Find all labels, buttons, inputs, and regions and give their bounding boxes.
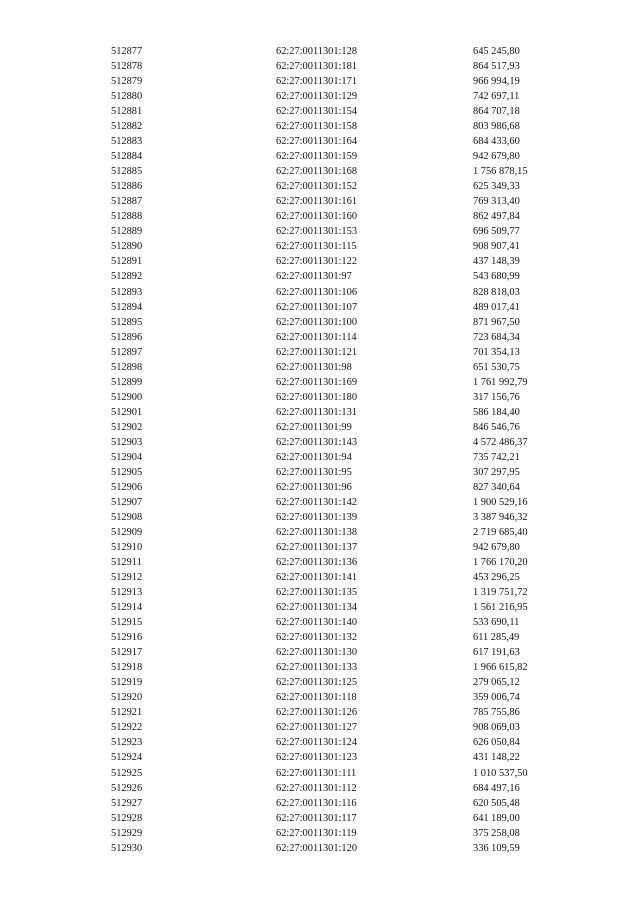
table-row xyxy=(0,826,640,841)
value-cell: 645 245,80 xyxy=(473,46,520,57)
cadastral-number-cell: 62:27:0011301:129 xyxy=(276,91,358,103)
cadastral-number-cell: 62:27:0011301:99 xyxy=(276,421,352,433)
table-row xyxy=(0,735,640,750)
value-cell: 437 148,39 xyxy=(473,256,520,268)
record-number-cell: 512912 xyxy=(111,572,143,584)
table-row xyxy=(0,585,640,600)
value-cell: 651 530,75 xyxy=(473,361,520,373)
record-number-cell: 512891 xyxy=(111,256,143,268)
cadastral-value-table xyxy=(0,44,640,856)
table-row xyxy=(0,179,640,194)
record-number-cell: 512923 xyxy=(111,737,143,749)
table-row xyxy=(0,841,640,856)
value-cell: 864 707,18 xyxy=(473,106,520,118)
record-number-cell: 512904 xyxy=(111,451,143,463)
table-row xyxy=(0,796,640,811)
cadastral-number-cell: 62:27:0011301:123 xyxy=(276,752,358,764)
value-cell: 533 690,11 xyxy=(473,617,520,629)
table-row xyxy=(0,194,640,209)
value-cell: 828 818,03 xyxy=(473,286,520,298)
record-number-cell: 512918 xyxy=(111,662,143,674)
record-number-cell: 512924 xyxy=(111,752,143,764)
table-row xyxy=(0,450,640,465)
cadastral-number-cell: 62:27:0011301:120 xyxy=(276,842,358,854)
cadastral-number-cell: 62:27:0011301:118 xyxy=(276,692,357,704)
value-cell: 723 684,34 xyxy=(473,331,520,343)
cadastral-number-cell: 62:27:0011301:115 xyxy=(276,241,357,253)
record-number-cell: 512925 xyxy=(111,767,143,779)
value-cell: 942 679,80 xyxy=(473,151,520,163)
record-number-cell: 512898 xyxy=(111,361,143,373)
value-cell: 317 156,76 xyxy=(473,391,520,403)
table-row xyxy=(0,149,640,164)
cadastral-number-cell: 62:27:0011301:137 xyxy=(276,542,358,554)
table-row xyxy=(0,420,640,435)
cadastral-number-cell: 62:27:0011301:142 xyxy=(276,496,358,508)
record-number-cell: 512880 xyxy=(111,91,143,103)
table-row xyxy=(0,209,640,224)
cadastral-number-cell: 62:27:0011301:171 xyxy=(276,76,358,88)
table-row xyxy=(0,390,640,405)
cadastral-number-cell: 62:27:0011301:122 xyxy=(276,256,358,268)
table-row xyxy=(0,525,640,540)
record-number-cell: 512892 xyxy=(111,271,143,283)
table-row xyxy=(0,645,640,660)
record-number-cell: 512911 xyxy=(111,557,142,569)
value-cell: 1 756 878,15 xyxy=(473,166,528,178)
record-number-cell: 512930 xyxy=(111,842,143,854)
record-number-cell: 512922 xyxy=(111,722,143,734)
record-number-cell: 512928 xyxy=(111,812,143,824)
record-number-cell: 512882 xyxy=(111,121,143,133)
record-number-cell: 512908 xyxy=(111,511,143,523)
value-cell: 359 006,74 xyxy=(473,692,520,704)
table-row xyxy=(0,254,640,269)
value-cell: 1 766 170,20 xyxy=(473,557,528,569)
table-row xyxy=(0,375,640,390)
record-number-cell: 512902 xyxy=(111,421,143,433)
value-cell: 543 680,99 xyxy=(473,271,520,283)
value-cell: 375 258,08 xyxy=(473,827,520,839)
cadastral-number-cell: 62:27:0011301:124 xyxy=(276,737,358,749)
table-row xyxy=(0,705,640,720)
record-number-cell: 512897 xyxy=(111,346,143,358)
record-number-cell: 512921 xyxy=(111,707,143,719)
table-row xyxy=(0,540,640,555)
cadastral-number-cell: 62:27:0011301:143 xyxy=(276,436,358,448)
record-number-cell: 512920 xyxy=(111,692,143,704)
cadastral-number-cell: 62:27:0011301:116 xyxy=(276,797,357,809)
table-row xyxy=(0,510,640,525)
value-cell: 620 505,48 xyxy=(473,797,520,809)
table-row xyxy=(0,555,640,570)
value-cell: 2 719 685,40 xyxy=(473,527,528,538)
table-row xyxy=(0,360,640,375)
value-cell: 871 967,50 xyxy=(473,316,520,328)
value-cell: 626 050,84 xyxy=(473,737,520,749)
record-number-cell: 512878 xyxy=(111,61,143,73)
value-cell: 864 517,93 xyxy=(473,61,520,73)
value-cell: 625 349,33 xyxy=(473,181,520,193)
value-cell: 1 561 216,95 xyxy=(473,602,528,614)
cadastral-number-cell: 62:27:0011301:152 xyxy=(276,181,358,193)
record-number-cell: 512915 xyxy=(111,617,143,629)
cadastral-number-cell: 62:27:0011301:154 xyxy=(276,106,358,118)
cadastral-number-cell: 62:27:0011301:131 xyxy=(276,406,358,418)
record-number-cell: 512887 xyxy=(111,196,143,208)
cadastral-number-cell: 62:27:0011301:114 xyxy=(276,331,357,343)
cadastral-number-cell: 62:27:0011301:134 xyxy=(276,602,358,614)
table-row xyxy=(0,811,640,826)
record-number-cell: 512914 xyxy=(111,602,143,614)
cadastral-number-cell: 62:27:0011301:141 xyxy=(276,572,358,584)
value-cell: 431 148,22 xyxy=(473,752,520,764)
value-cell: 611 285,49 xyxy=(473,632,520,644)
record-number-cell: 512927 xyxy=(111,797,143,809)
cadastral-number-cell: 62:27:0011301:140 xyxy=(276,617,358,629)
cadastral-number-cell: 62:27:0011301:119 xyxy=(276,827,357,839)
cadastral-number-cell: 62:27:0011301:94 xyxy=(276,451,352,463)
cadastral-number-cell: 62:27:0011301:164 xyxy=(276,136,358,148)
value-cell: 742 697,11 xyxy=(473,91,520,103)
record-number-cell: 512919 xyxy=(111,677,143,689)
table-row xyxy=(0,134,640,149)
record-number-cell: 512926 xyxy=(111,782,143,794)
value-cell: 453 296,25 xyxy=(473,572,520,584)
cadastral-number-cell: 62:27:0011301:121 xyxy=(276,346,358,358)
record-number-cell: 512886 xyxy=(111,181,143,193)
value-cell: 586 184,40 xyxy=(473,406,520,418)
value-cell: 336 109,59 xyxy=(473,842,520,854)
table-row xyxy=(0,269,640,284)
record-number-cell: 512916 xyxy=(111,632,143,644)
record-number-cell: 512899 xyxy=(111,376,143,388)
cadastral-number-cell: 62:27:0011301:161 xyxy=(276,196,358,208)
value-cell: 307 297,95 xyxy=(473,466,520,478)
value-cell: 908 069,03 xyxy=(473,722,520,734)
value-cell: 617 191,63 xyxy=(473,647,520,659)
table-row xyxy=(0,405,640,420)
record-number-cell: 512888 xyxy=(111,211,143,223)
cadastral-number-cell: 62:27:0011301:180 xyxy=(276,391,358,403)
table-row xyxy=(0,570,640,585)
table-row xyxy=(0,285,640,300)
value-cell: 803 986,68 xyxy=(473,121,520,133)
table-row xyxy=(0,495,640,510)
record-number-cell: 512895 xyxy=(111,316,143,328)
table-row xyxy=(0,330,640,345)
table-row xyxy=(0,104,640,119)
record-number-cell: 512885 xyxy=(111,166,143,178)
value-cell: 279 065,12 xyxy=(473,677,520,689)
record-number-cell: 512917 xyxy=(111,647,143,659)
value-cell: 1 761 992,79 xyxy=(473,376,528,388)
record-number-cell: 512905 xyxy=(111,466,143,478)
cadastral-number-cell: 62:27:0011301:168 xyxy=(276,166,358,178)
value-cell: 735 742,21 xyxy=(473,451,520,463)
record-number-cell: 512909 xyxy=(111,527,143,538)
cadastral-number-cell: 62:27:0011301:125 xyxy=(276,677,358,689)
record-number-cell: 512889 xyxy=(111,226,143,238)
value-cell: 827 340,64 xyxy=(473,481,520,493)
table-row xyxy=(0,750,640,765)
cadastral-number-cell: 62:27:0011301:133 xyxy=(276,662,358,674)
cadastral-number-cell: 62:27:0011301:136 xyxy=(276,557,358,569)
table-row xyxy=(0,465,640,480)
cadastral-number-cell: 62:27:0011301:159 xyxy=(276,151,358,163)
value-cell: 4 572 486,37 xyxy=(473,436,528,448)
value-cell: 966 994,19 xyxy=(473,76,520,88)
value-cell: 641 189,00 xyxy=(473,812,520,824)
cadastral-number-cell: 62:27:0011301:181 xyxy=(276,61,358,73)
record-number-cell: 512893 xyxy=(111,286,143,298)
table-row xyxy=(0,164,640,179)
cadastral-number-cell: 62:27:0011301:158 xyxy=(276,121,358,133)
record-number-cell: 512906 xyxy=(111,481,143,493)
value-cell: 701 354,13 xyxy=(473,346,520,358)
record-number-cell: 512907 xyxy=(111,496,143,508)
table-row xyxy=(0,630,640,645)
cadastral-number-cell: 62:27:0011301:160 xyxy=(276,211,358,223)
cadastral-number-cell: 62:27:0011301:139 xyxy=(276,511,358,523)
table-row xyxy=(0,781,640,796)
table-row xyxy=(0,480,640,495)
cadastral-number-cell: 62:27:0011301:111 xyxy=(276,767,357,779)
table-row xyxy=(0,59,640,74)
cadastral-number-cell: 62:27:0011301:117 xyxy=(276,812,357,824)
cadastral-number-cell: 62:27:0011301:126 xyxy=(276,707,358,719)
table-row xyxy=(0,660,640,675)
value-cell: 1 900 529,16 xyxy=(473,496,528,508)
table-row xyxy=(0,720,640,735)
record-number-cell: 512896 xyxy=(111,331,143,343)
table-row xyxy=(0,300,640,315)
table-row xyxy=(0,345,640,360)
cadastral-number-cell: 62:27:0011301:112 xyxy=(276,782,357,794)
record-number-cell: 512890 xyxy=(111,241,143,253)
record-number-cell: 512883 xyxy=(111,136,143,148)
table-row xyxy=(0,600,640,615)
table-row xyxy=(0,675,640,690)
table-row xyxy=(0,89,640,104)
table-row xyxy=(0,224,640,239)
table-row xyxy=(0,766,640,781)
value-cell: 1 010 537,50 xyxy=(473,767,528,779)
table-row xyxy=(0,435,640,450)
value-cell: 942 679,80 xyxy=(473,542,520,554)
value-cell: 846 546,76 xyxy=(473,421,520,433)
value-cell: 3 387 946,32 xyxy=(473,511,528,523)
value-cell: 684 497,16 xyxy=(473,782,520,794)
record-number-cell: 512884 xyxy=(111,151,143,163)
table-row xyxy=(0,315,640,330)
value-cell: 684 433,60 xyxy=(473,136,520,148)
cadastral-number-cell: 62:27:0011301:107 xyxy=(276,301,358,313)
cadastral-number-cell: 62:27:0011301:153 xyxy=(276,226,358,238)
value-cell: 1 319 751,72 xyxy=(473,587,528,599)
record-number-cell: 512929 xyxy=(111,827,143,839)
cadastral-number-cell: 62:27:0011301:135 xyxy=(276,587,358,599)
table-row xyxy=(0,690,640,705)
value-cell: 785 755,86 xyxy=(473,707,520,719)
record-number-cell: 512913 xyxy=(111,587,143,599)
table-row xyxy=(0,44,640,59)
cadastral-number-cell: 62:27:0011301:138 xyxy=(276,527,358,538)
cadastral-number-cell: 62:27:0011301:128 xyxy=(276,46,358,57)
value-cell: 908 907,41 xyxy=(473,241,520,253)
cadastral-number-cell: 62:27:0011301:100 xyxy=(276,316,358,328)
record-number-cell: 512881 xyxy=(111,106,143,118)
record-number-cell: 512879 xyxy=(111,76,143,88)
record-number-cell: 512901 xyxy=(111,406,143,418)
cadastral-number-cell: 62:27:0011301:95 xyxy=(276,466,352,478)
value-cell: 1 966 615,82 xyxy=(473,662,528,674)
record-number-cell: 512900 xyxy=(111,391,143,403)
cadastral-number-cell: 62:27:0011301:98 xyxy=(276,361,352,373)
value-cell: 696 509,77 xyxy=(473,226,520,238)
table-row xyxy=(0,119,640,134)
value-cell: 769 313,40 xyxy=(473,196,520,208)
record-number-cell: 512910 xyxy=(111,542,143,554)
cadastral-number-cell: 62:27:0011301:106 xyxy=(276,286,358,298)
cadastral-number-cell: 62:27:0011301:96 xyxy=(276,481,352,493)
table-row xyxy=(0,615,640,630)
cadastral-number-cell: 62:27:0011301:130 xyxy=(276,647,358,659)
value-cell: 862 497,84 xyxy=(473,211,520,223)
table-row xyxy=(0,74,640,89)
record-number-cell: 512894 xyxy=(111,301,143,313)
cadastral-number-cell: 62:27:0011301:127 xyxy=(276,722,358,734)
cadastral-number-cell: 62:27:0011301:132 xyxy=(276,632,358,644)
record-number-cell: 512877 xyxy=(111,46,143,57)
table-row xyxy=(0,239,640,254)
cadastral-number-cell: 62:27:0011301:169 xyxy=(276,376,358,388)
record-number-cell: 512903 xyxy=(111,436,143,448)
cadastral-number-cell: 62:27:0011301:97 xyxy=(276,271,352,283)
value-cell: 489 017,41 xyxy=(473,301,520,313)
